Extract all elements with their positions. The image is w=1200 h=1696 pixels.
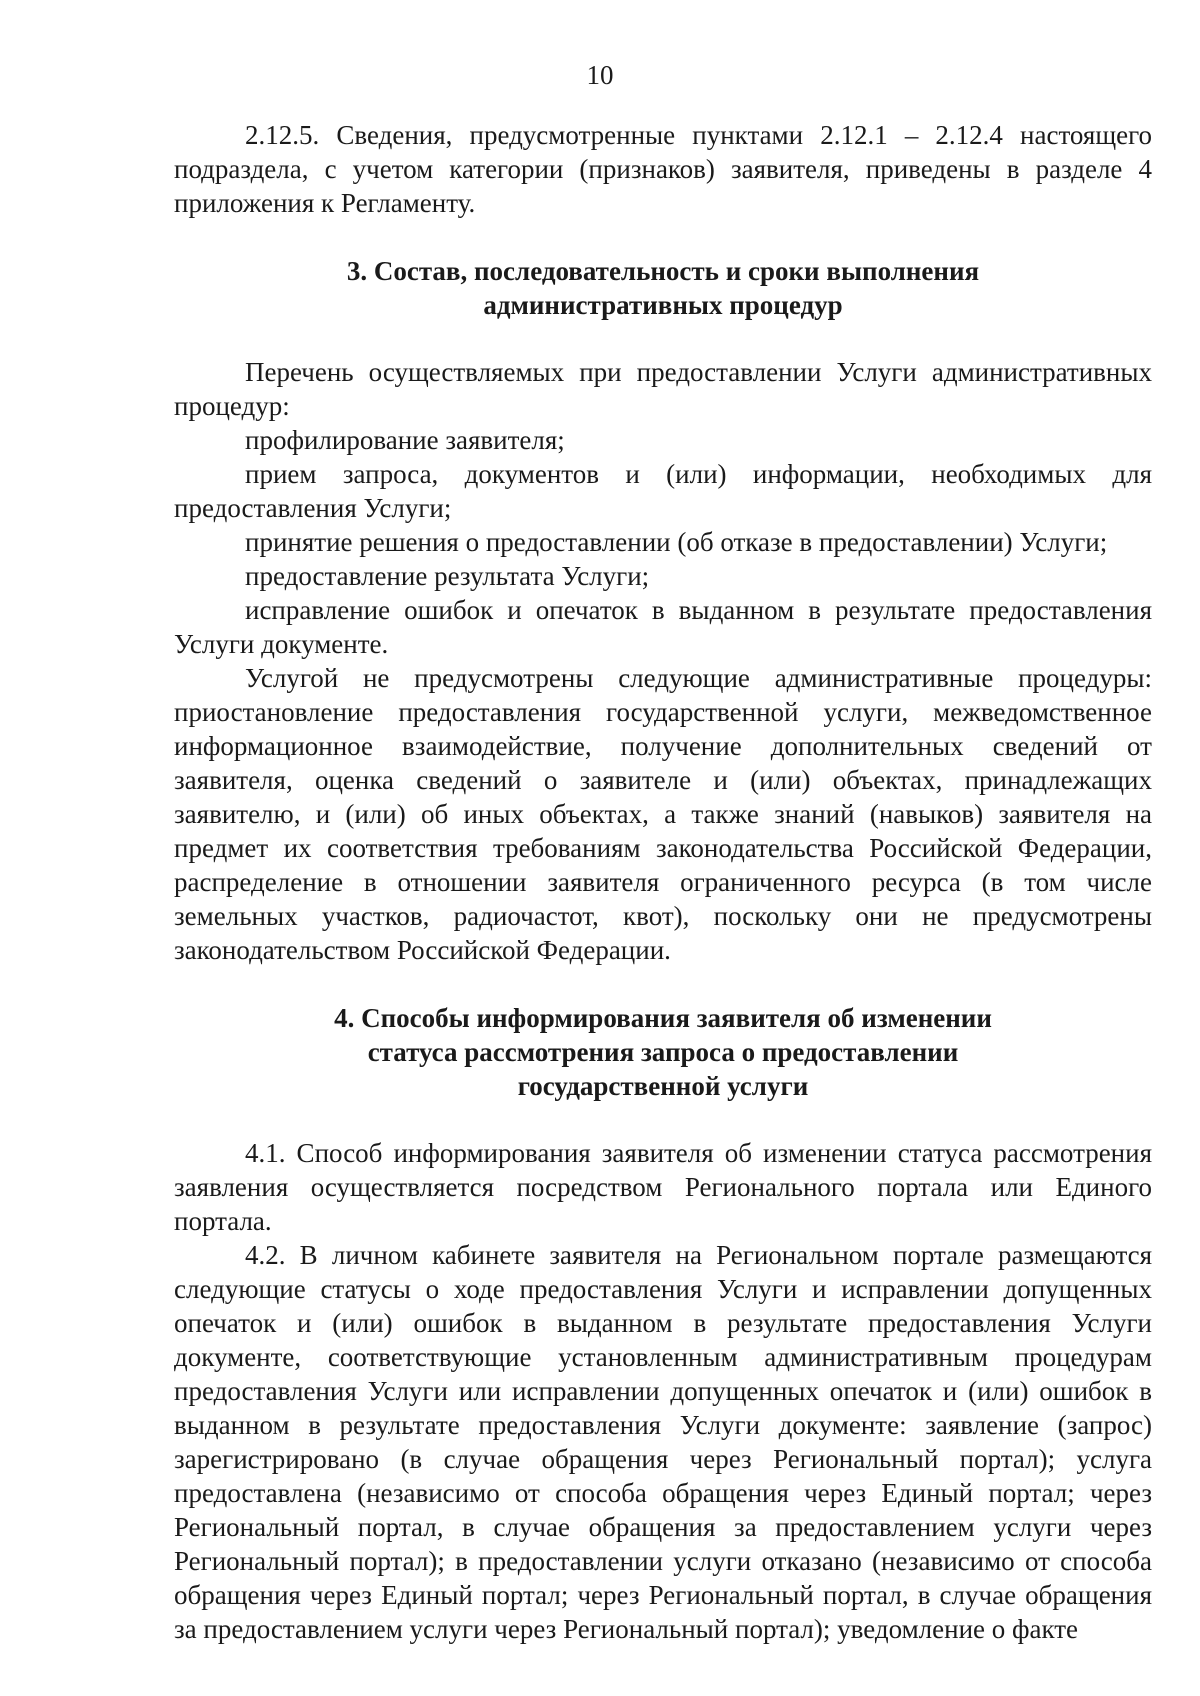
procedures-list-intro: Перечень осуществляемых при предоставлении Услуги административных процедур:	[174, 357, 1152, 421]
procedure-item: исправление ошибок и опечаток в выданном в результате предоставления Услуги документе.	[174, 595, 1152, 659]
section-4-heading-line-1: 4. Способы информирования заявителя об изменении	[334, 1003, 992, 1033]
procedure-item: принятие решения о предоставлении (об отказе в предоставлении) Услуги;	[245, 527, 1108, 557]
page-content	[174, 118, 1152, 1646]
section-3-heading	[174, 254, 1152, 322]
paragraph-4-1: 4.1. Способ информирования заявителя об изменении статуса рассмотрения заявления осуществляется посредством Регионального портала или Единого портала.	[174, 1138, 1152, 1236]
procedure-item: прием запроса, документов и (или) информации, необходимых для предоставления Услуги;	[174, 459, 1152, 523]
paragraph-not-provided-procedures: Услугой не предусмотрены следующие административные процедуры: приостановление предоставления государственной услуги, межведомственное информационное взаимодействие, получение дополнительных сведений от заявителя, оценка сведений о заявителе и (или) объектах, принадлежащих заявителю, и (или) об иных объектах, а также знаний (навыков) заявителя на предмет их соответствия требованиям законодательства Российской Федерации, распределение в отношении заявителя ограниченного ресурса (в том числе земельных участков, радиочастот, квот), поскольку они не предусмотрены законодательством Российской Федерации.	[174, 663, 1152, 965]
section-3-heading-line-2: административных процедур	[483, 290, 843, 320]
section-4-heading-line-2: статуса рассмотрения запроса о предоставлении	[367, 1037, 959, 1067]
page-number: 10	[586, 60, 614, 90]
procedure-item: предоставление результата Услуги;	[245, 561, 650, 591]
section-4-heading-line-3: государственной услуги	[517, 1071, 809, 1101]
section-3-heading-line-1: 3. Состав, последовательность и сроки выполнения	[346, 256, 980, 286]
paragraph-2-12-5: 2.12.5. Сведения, предусмотренные пунктами 2.12.1 – 2.12.4 настоящего подраздела, с учетом категории (признаков) заявителя, приведены в разделе 4 приложения к Регламенту.	[174, 120, 1152, 218]
procedure-item: профилирование заявителя;	[245, 425, 565, 455]
section-4-heading	[174, 1001, 1152, 1103]
paragraph-4-2: 4.2. В личном кабинете заявителя на Региональном портале размещаются следующие статусы о ходе предоставления Услуги и исправлении допущенных опечаток и (или) ошибок в выданном в результате предоставления Услуги документе, соответствующие установленным административным процедурам предоставления Услуги или исправлении допущенных опечаток и (или) ошибок в выданном в результате предоставления Услуги документе: заявление (запрос) зарегистрировано (в случае обращения через Региональный портал); услуга предоставлена (независимо от способа обращения через Единый портал; через Региональный портал, в случае обращения за предоставлением услуги через Региональный портал); в предоставлении услуги отказано (независимо от способа обращения через Единый портал; через Региональный портал, в случае обращения за предоставлением услуги через Региональный портал); уведомление о факте	[174, 1240, 1152, 1644]
